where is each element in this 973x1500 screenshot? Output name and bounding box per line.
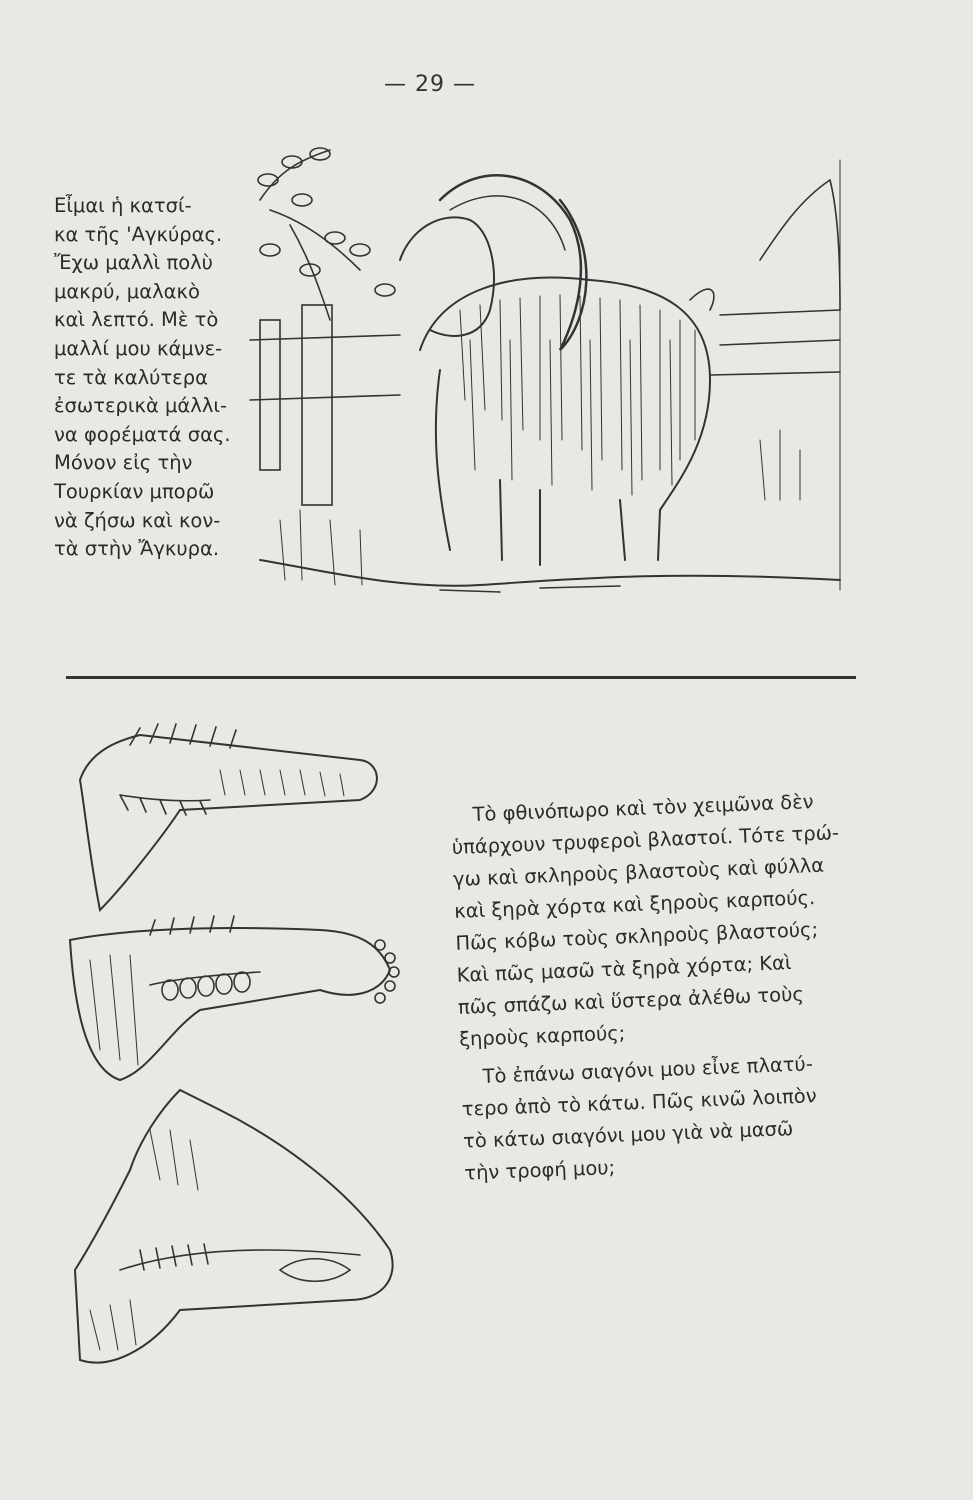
- jaw-skulls-illustration: [60, 710, 420, 1410]
- goat-caption-line: μακρύ, μαλακὸ: [54, 279, 200, 303]
- text-line: καὶ ξηρὰ χόρτα καὶ ξηροὺς καρπούς.: [453, 886, 816, 923]
- text-line: ὑπάρχουν τρυφεροὶ βλαστοί. Τότε τρώ-: [451, 821, 840, 859]
- text-line: τερο ἀπὸ τὸ κάτω. Πῶς κινῶ λοιπὸν: [461, 1084, 818, 1121]
- goat-caption-line: μαλλί μου κάμνε-: [54, 336, 223, 360]
- paragraph-2: [460, 1045, 905, 1190]
- text-line: ξηροὺς καρπούς;: [458, 1021, 626, 1051]
- text-line: πῶς σπάζω καὶ ὕστερα ἀλέθω τοὺς: [457, 982, 805, 1019]
- text-line: τὴν τροφή μου;: [463, 1155, 616, 1185]
- text-line: Καὶ πῶς μασῶ τὰ ξηρὰ χόρτα; Καὶ: [456, 951, 792, 987]
- goat-caption: [54, 192, 244, 564]
- page-number: — 29 —: [384, 72, 476, 97]
- goat-caption-line: κα τῆς 'Αγκύρας.: [54, 222, 223, 246]
- text-line: Πῶς κόβω τοὺς σκληροὺς βλαστούς;: [455, 917, 819, 955]
- goat-caption-line: καὶ λεπτό. Μὲ τὸ: [54, 308, 219, 332]
- goat-caption-line: να φορέματά σας.: [54, 422, 231, 446]
- angora-goat-illustration: [240, 140, 850, 610]
- text-line: γω καὶ σκληροὺς βλαστοὺς καὶ φύλλα: [452, 853, 825, 891]
- text-line: Τὸ φθινόπωρο καὶ τὸν χειμῶνα δὲν: [472, 790, 814, 827]
- goat-caption-line: ἐσωτερικὰ μάλλι-: [54, 394, 228, 418]
- upper-jaw-drawing: [80, 724, 377, 910]
- goat-caption-line: τε τὰ καλύτερα: [54, 365, 208, 389]
- skull-side-drawing: [75, 1090, 393, 1363]
- goat-caption-line: Μόνον εἰς τὴν: [54, 451, 193, 475]
- goat-caption-line: Τουρκίαν μπορῶ: [54, 479, 215, 503]
- goat-caption-line: Εἶμαι ἡ κατσί-: [54, 194, 192, 217]
- goat-caption-line: νὰ ζήσω καὶ κον-: [54, 508, 221, 532]
- goat-caption-line: Ἔχω μαλλὶ πολὺ: [54, 251, 213, 275]
- text-line: τὸ κάτω σιαγόνι μου γιὰ νὰ μασῶ: [462, 1117, 794, 1153]
- lower-jaw-drawing: [70, 916, 399, 1080]
- section-divider: [66, 676, 856, 679]
- teeth-text: [450, 783, 905, 1190]
- goat-caption-line: τὰ στὴν Ἄγκυρα.: [54, 537, 220, 561]
- text-line: Τὸ ἐπάνω σιαγόνι μου εἶνε πλατύ-: [482, 1052, 814, 1088]
